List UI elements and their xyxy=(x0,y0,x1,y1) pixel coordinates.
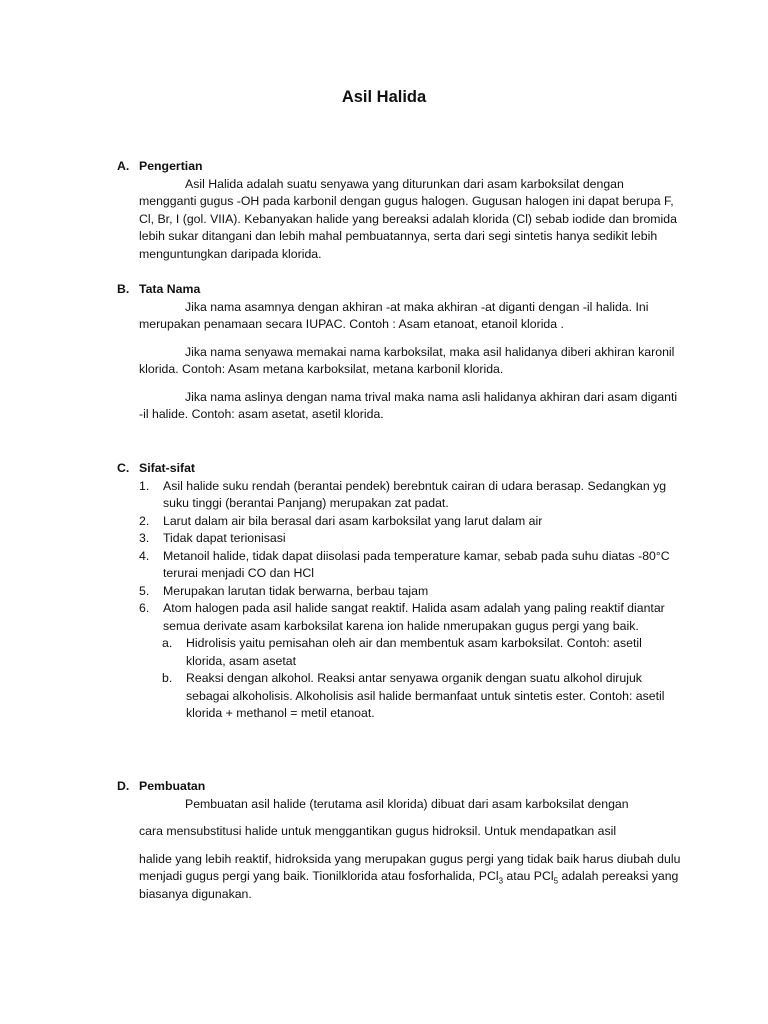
list-item xyxy=(117,583,682,601)
page-title: Asil Halida xyxy=(341,88,427,106)
paragraph-line: Pembuatan asil halide (terutama asil klorida) dibuat dari asam karboksilat dengan xyxy=(185,796,629,811)
list-number: 6. xyxy=(139,601,150,615)
subscript: 5 xyxy=(553,876,559,886)
section-letter: A. xyxy=(117,159,130,173)
list-item xyxy=(117,478,682,513)
section-letter: C. xyxy=(117,461,130,475)
section-tata-nama xyxy=(117,281,682,424)
sub-list-text: Hidrolisis yaitu pemisahan oleh air dan membentuk asam karboksilat. Contoh: asetil klorida, asam asetat xyxy=(186,636,642,668)
list-text: Tidak dapat terionisasi xyxy=(163,531,286,545)
sub-list-item xyxy=(117,635,682,670)
list-text: Merupakan larutan tidak berwarna, berbau tajam xyxy=(163,583,429,598)
section-title: Pembuatan xyxy=(139,779,206,793)
sub-list-text: Reaksi dengan alkohol. Reaksi antar senyawa organik dengan suatu alkohol dirujuk sebagai alkoholisis. Alkoholisis asil halide bermanfaat untuk sintetis ester. Contoh: asetil klorida + methanol = metil etanoat. xyxy=(186,671,665,720)
list-item xyxy=(117,548,682,583)
section-title: Tata Nama xyxy=(139,282,201,296)
list-number: 2. xyxy=(139,513,150,528)
sub-list-letter: a. xyxy=(162,636,173,650)
section-heading-a xyxy=(117,158,682,176)
section-heading-b xyxy=(117,281,682,299)
list-item xyxy=(117,530,682,548)
paragraph: Jika nama senyawa memakai nama karboksilat, maka asil halidanya diberi akhiran karonil klorida. Contoh: Asam metana karboksilat, metana karbonil klorida. xyxy=(139,344,675,376)
list-text: Metanoil halide, tidak dapat diisolasi pada temperature kamar, sebab pada suhu diatas -80°C terurai menjadi CO dan HCl xyxy=(163,548,670,580)
sub-list-letter: b. xyxy=(162,671,173,685)
paragraph-line: cara mensubstitusi halide untuk menggantikan gugus hidroksil. Untuk mendapatkan asil xyxy=(139,824,617,838)
list-number: 4. xyxy=(139,548,150,563)
sub-list-item xyxy=(117,670,682,723)
list-number: 5. xyxy=(139,583,150,598)
list-text: Atom halogen pada asil halide sangat reaktif. Halida asam adalah yang paling reaktif diantar semua derivate asam karboksilat karena ion halide nmerupakan gugus pergi yang baik. xyxy=(163,601,665,633)
section-letter: B. xyxy=(117,282,130,296)
list-number: 3. xyxy=(139,531,150,545)
list-item xyxy=(117,513,682,531)
list-text: Larut dalam air bila berasal dari asam karboksilat yang larut dalam air xyxy=(163,513,543,528)
properties-list xyxy=(117,478,682,723)
section-pengertian xyxy=(117,158,682,263)
list-text: Asil halide suku rendah (berantai pendek) berebntuk cairan di udara berasap. Sedangkan yg suku tinggi (berantai Panjang) merupakan zat padat. xyxy=(163,478,667,510)
list-number: 1. xyxy=(139,478,150,493)
paragraph: Asil Halida adalah suatu senyawa yang diturunkan dari asam karboksilat dengan mengganti gugus -OH pada karbonil dengan gugus halogen. Gugusan halogen ini dapat berupa F, Cl, Br, I (gol. VIIA). Kebanyakan halide yang bereaksi adalah klorida (Cl) sebab iodide dan bromida lebih sukar ditangani dan lebih mahal pembuatannya, serta dari segi sintetis hanya sedikit lebih menguntungkan daripada klorida. xyxy=(139,176,677,261)
text-run: halide yang lebih reaktif, hidroksida yang merupakan gugus pergi yang tidak baik harus diubah dulu menjadi gugus pergi yang baik. Tionilklorida atau fosforhalida, PCl xyxy=(139,851,681,883)
section-title: Sifat-sifat xyxy=(139,461,196,475)
text-run: atau PCl xyxy=(503,869,554,883)
list-item xyxy=(117,600,682,635)
section-title: Pengertian xyxy=(139,159,203,173)
text-run: adalah pereaksi yang biasanya digunakan. xyxy=(139,869,679,901)
section-letter: D. xyxy=(117,779,130,793)
paragraph: Jika nama aslinya dengan nama trival maka nama asli halidanya akhiran dari asam diganti -il halide. Contoh: asam asetat, asetil klorida. xyxy=(139,389,678,421)
section-pembuatan xyxy=(117,778,682,903)
section-sifat-sifat xyxy=(117,460,682,723)
section-heading-d xyxy=(117,778,682,796)
subscript: 3 xyxy=(498,876,504,886)
section-heading-c xyxy=(117,460,682,478)
paragraph: Jika nama asamnya dengan akhiran -at maka akhiran -at diganti dengan -il halida. Ini merupakan penamaan secara IUPAC. Contoh : Asam etanoat, etanoil klorida . xyxy=(139,299,649,331)
paragraph xyxy=(139,851,682,904)
